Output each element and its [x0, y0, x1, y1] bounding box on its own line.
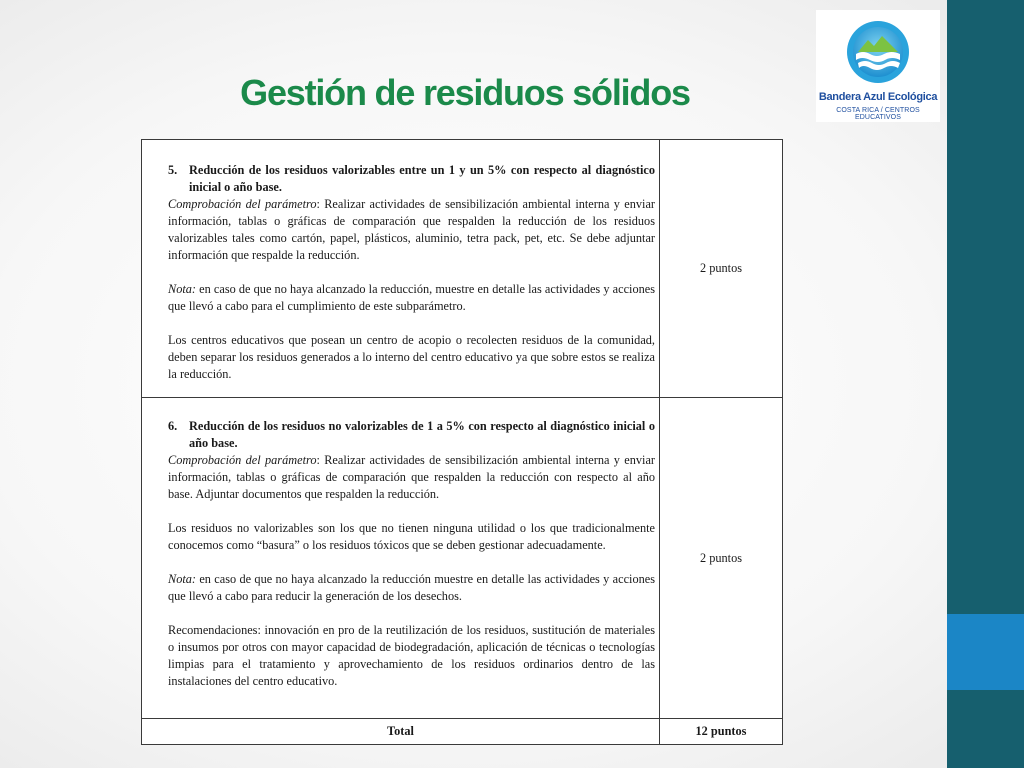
- extra-paragraph: Los centros educativos que posean un centro de acopio o recolecten residuos de la comunidad, deben separar los residuos generados a lo interno del centro educativo ya que sobre estos se realiza la reducción.: [168, 333, 655, 381]
- note-paragraph: [168, 281, 655, 315]
- note-label: Nota:: [168, 572, 197, 586]
- logo: [816, 10, 940, 122]
- verification-paragraph: [168, 196, 655, 264]
- verification-label: Comprobación del parámetro: [168, 453, 317, 467]
- logo-name: Bandera Azul Ecológica: [818, 91, 938, 103]
- note-text: en caso de que no haya alcanzado la reducción muestre en detalle las actividades y acciones que llevó a cabo para reducir la generación de los desechos.: [168, 572, 655, 603]
- criteria-cell: [142, 398, 660, 719]
- criteria-table: [141, 139, 783, 745]
- verification-text: : Realizar actividades de sensibilización ambiental interna y enviar información, tablas o gráficas de comparación que respalden la reducción con respecto al año base. Adjuntar documentos que respalden la reducción.: [168, 453, 656, 501]
- note-text: en caso de que no haya alcanzado la reducción, muestre en detalle las actividades y acciones que llevó a cabo para el cumplimiento de este subparámetro.: [168, 282, 655, 313]
- item-heading-text: Reducción de los residuos valorizables entre un 1 y un 5% con respecto al diagnóstico inicial o año base.: [189, 163, 655, 194]
- total-row: [142, 719, 783, 745]
- extra-paragraph: Los residuos no valorizables son los que no tienen ninguna utilidad o los que tradicionalmente conocemos como “basura” o los residuos tóxicos que se deben gestionar adecuadamente.: [168, 521, 655, 552]
- points-cell: 2 puntos: [660, 398, 783, 719]
- note-paragraph: [168, 571, 655, 605]
- points-cell: 2 puntos: [660, 140, 783, 398]
- verification-paragraph: [168, 452, 655, 503]
- logo-subtitle: COSTA RICA / CENTROS EDUCATIVOS: [836, 107, 920, 121]
- wave-globe-icon: [846, 16, 910, 88]
- table-row: [142, 140, 783, 398]
- item-heading: [168, 418, 655, 452]
- table-row: [142, 398, 783, 719]
- item-number: 5.: [168, 163, 178, 177]
- side-accent-block: [947, 614, 1024, 690]
- note-label: Nota:: [168, 282, 197, 296]
- verification-text: : Realizar actividades de sensibilización ambiental interna y enviar información, tablas o gráficas de comparación que respalden la reducción de los residuos valorizables tales como cartón, papel, plásticos, aluminio, tetra pack, pet, etc. Se debe adjuntar información que respalde la reducción.: [168, 197, 656, 262]
- verification-label: Comprobación del parámetro: [168, 197, 317, 211]
- total-label: Total: [142, 719, 660, 745]
- total-points: 12 puntos: [660, 719, 783, 745]
- criteria-cell: [142, 140, 660, 398]
- item-number: 6.: [168, 419, 178, 433]
- item-heading-text: Reducción de los residuos no valorizables de 1 a 5% con respecto al diagnóstico inicial o año base.: [189, 419, 655, 450]
- slide-title: Gestión de residuos sólidos: [240, 72, 690, 113]
- item-heading: [168, 162, 655, 196]
- recommendations-paragraph: Recomendaciones: innovación en pro de la reutilización de los residuos, sustitución de materiales o insumos por otros con mayor capacidad de biodegradación, aplicación de técnicas o tecnologías limpias para el tratamiento y aprovechamiento de los residuos ordinarios dentro de las instalaciones del centro educativo.: [168, 623, 655, 688]
